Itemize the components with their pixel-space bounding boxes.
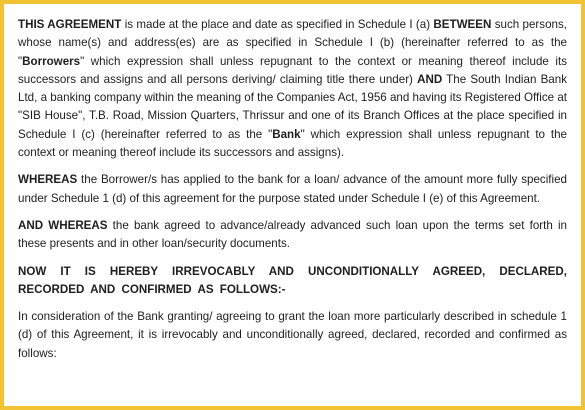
this-agreement-heading: THIS AGREEMENT [18, 18, 122, 31]
parties-text-4: The South Indian Bank Ltd, a banking company within the meaning of the Companies Act, 1956 and having its Registered Office at "SIB House", T.B. Road, Mission Quarters, Thrissur and one of its Branch Offices at the place specified in Schedule I (c) (hereinafter referred to as the " [18, 72, 567, 141]
agreed-declaration-heading: NOW IT IS HEREBY IRREVOCABLY AND UNCONDITIONALLY AGREED, DECLARED, RECORDED AND CONFIRMED AS FOLLOWS:- [18, 264, 567, 296]
and-whereas-paragraph [18, 217, 567, 254]
consideration-paragraph: In consideration of the Bank granting/ agreeing to grant the loan more particularly described in schedule 1 (d) of this Agreement, it is irrevocably and unconditionally agreed, declared, recorded and confirmed as follows: [18, 310, 567, 360]
parties-text-2: such persons, whose name(s) and address(es) are as specified in Schedule I (b) (hereinafter referred to as the " [18, 18, 567, 68]
whereas-paragraph [18, 171, 567, 208]
and-whereas-keyword: AND WHEREAS [18, 218, 108, 232]
parties-text-1: is made at the place and date as specified in Schedule I (a) [121, 18, 434, 31]
between-keyword: BETWEEN [433, 18, 492, 31]
agreement-parties-paragraph [18, 16, 567, 162]
whereas-keyword: WHEREAS [18, 173, 78, 187]
agreement-page [4, 4, 581, 406]
parties-text-5: " which expression shall unless repugnant to the context or meaning thereof include its successors and assigns). [18, 127, 567, 160]
whereas-text: the Borrower/s has applied to the bank for a loan/ advance of the amount more fully specified under Schedule 1 (d) of this agreement for the purpose stated under Schedule I (e) of this Agreement. [18, 173, 567, 205]
parties-text-3: " which expression shall unless repugnant to the context or meaning thereof include its successors and assigns and all persons deriving/ claiming title there under) [18, 54, 567, 86]
bank-term: Bank [272, 127, 301, 141]
and-keyword: AND [417, 72, 443, 86]
and-whereas-text: the bank agreed to advance/already advanced such loan upon the terms set forth in these presents and in other loan/security documents. [18, 218, 567, 251]
borrowers-term: Borrowers [22, 54, 81, 68]
